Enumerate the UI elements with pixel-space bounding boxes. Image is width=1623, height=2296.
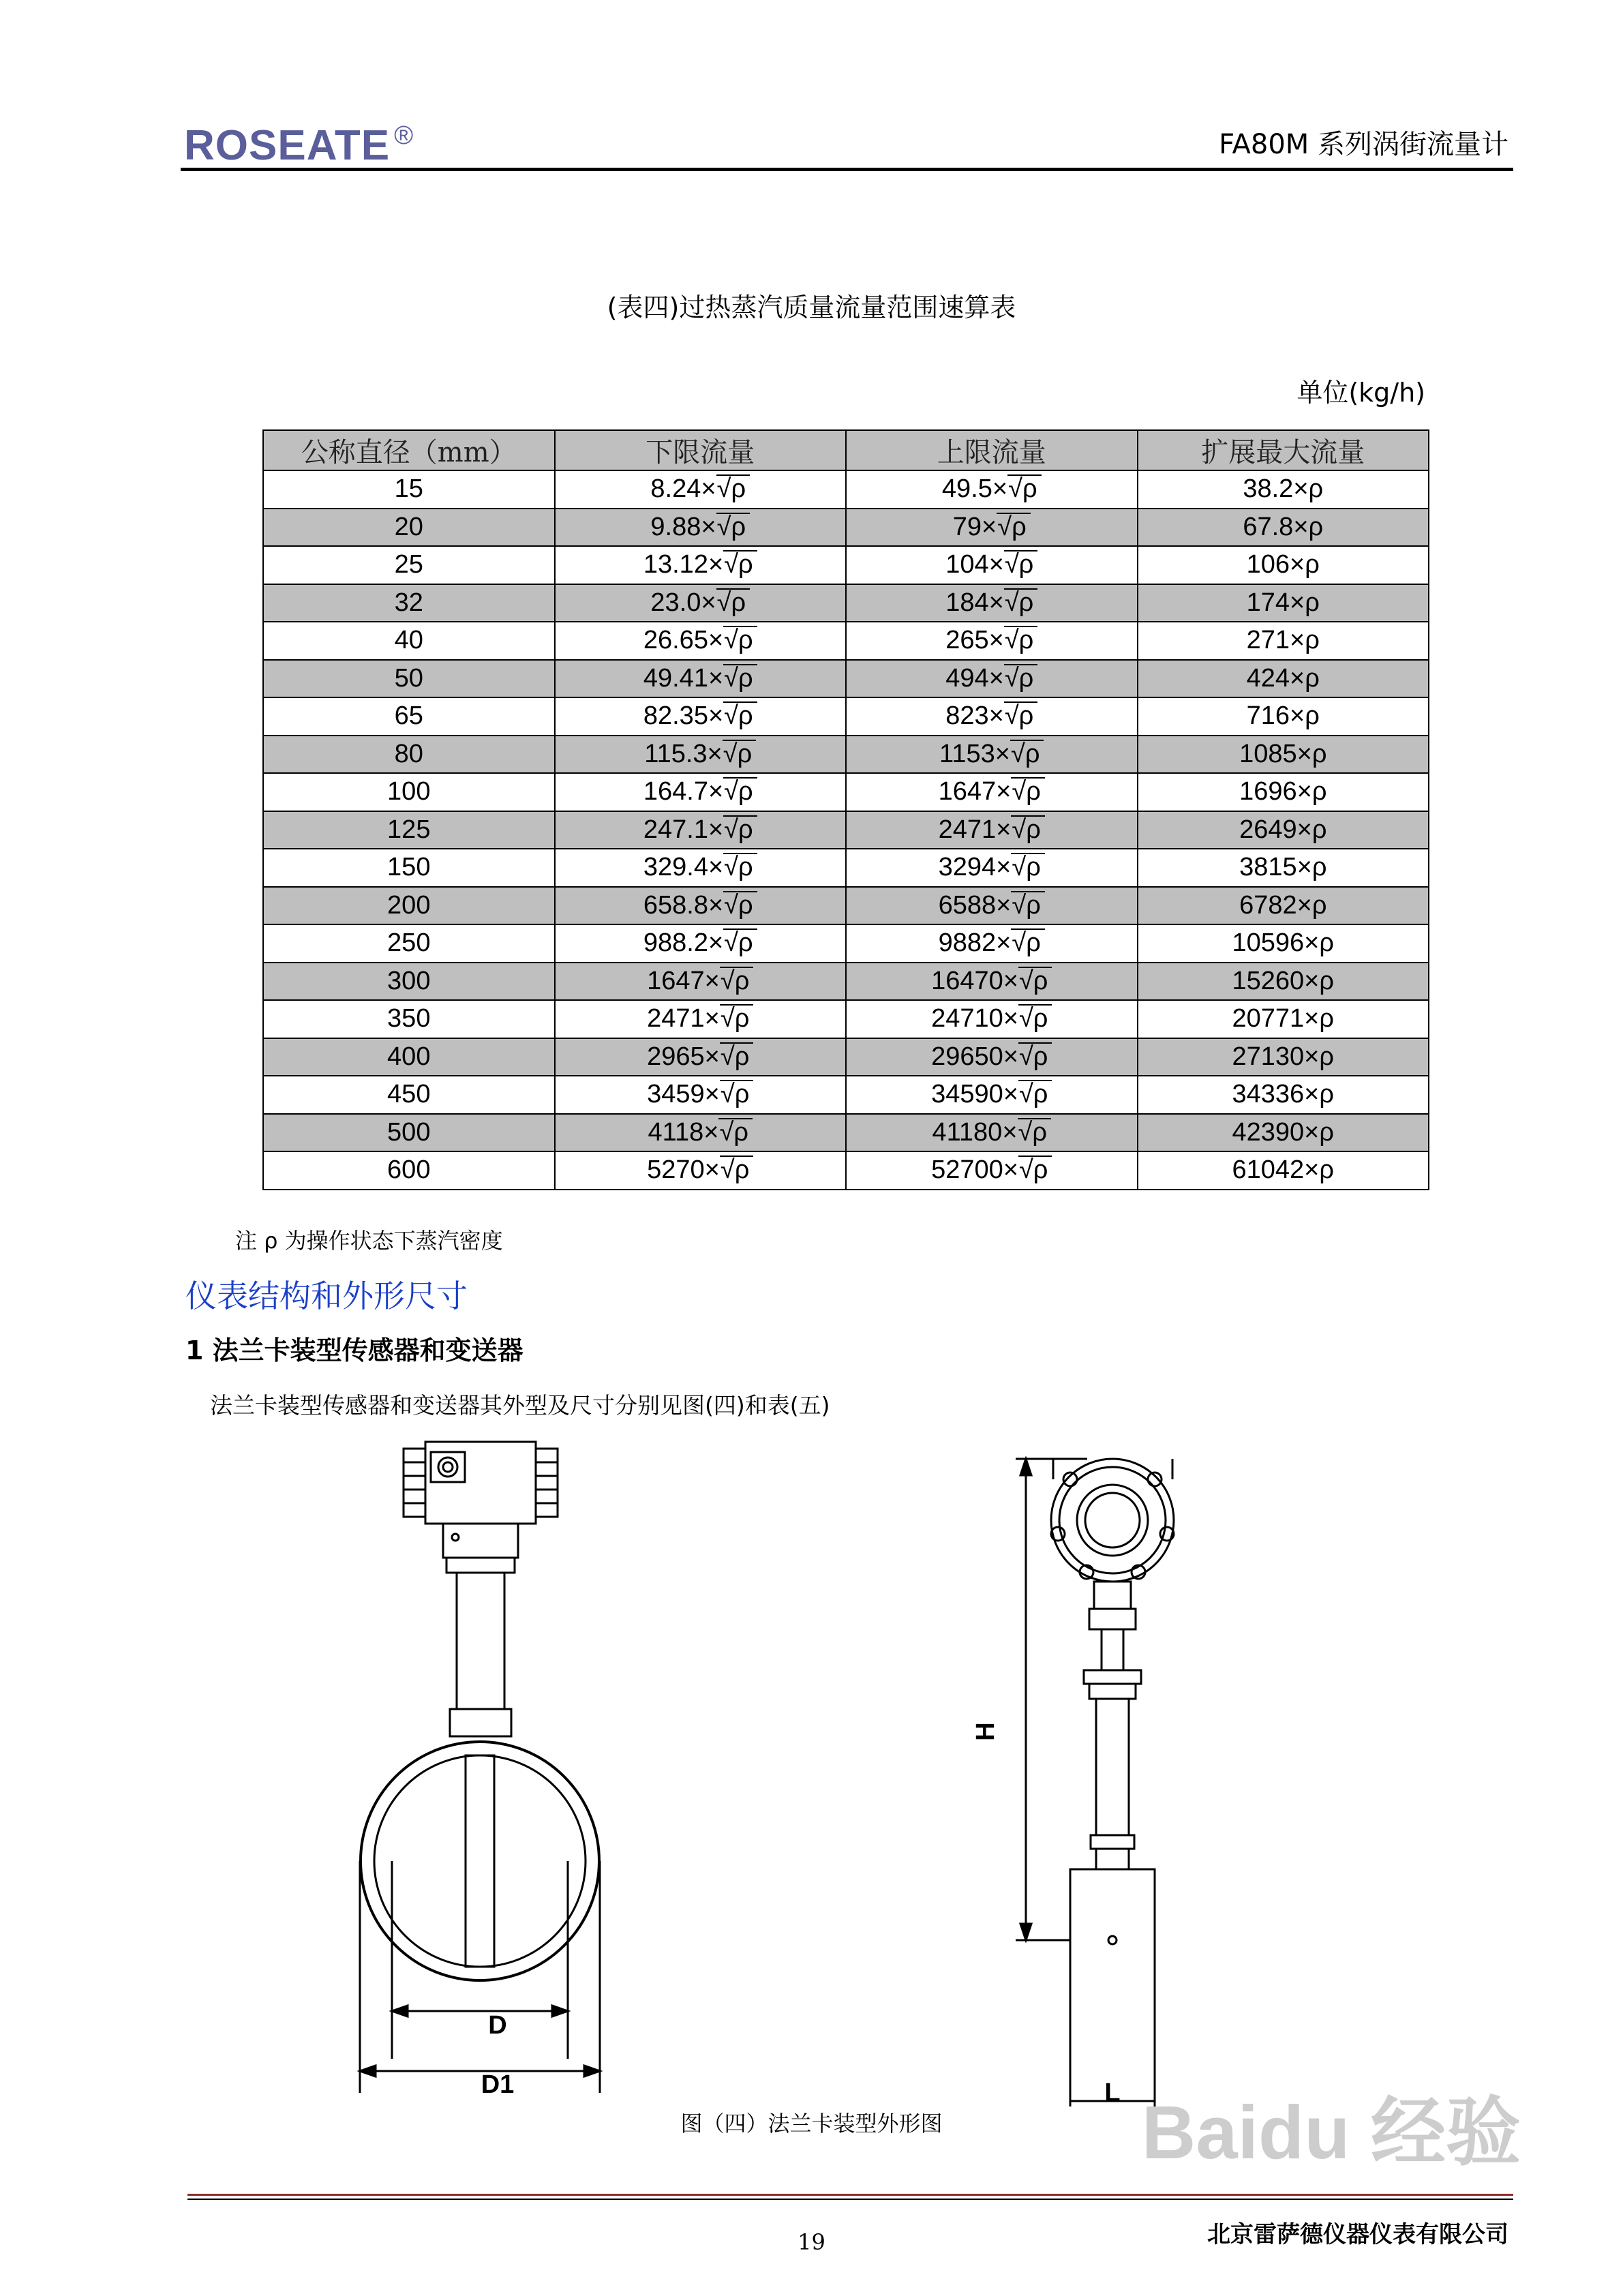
sqrt-rho-symbol: √ρ bbox=[723, 853, 757, 880]
sqrt-rho-symbol: √ρ bbox=[1011, 777, 1044, 804]
table-row bbox=[263, 773, 1429, 811]
rho-symbol: ρ bbox=[1311, 890, 1327, 920]
cell-value: 26.65 bbox=[643, 626, 708, 655]
cell-value: 34590 bbox=[931, 1080, 1003, 1109]
cell-upper-flow bbox=[846, 887, 1138, 925]
times-sign: × bbox=[992, 474, 1008, 504]
sqrt-rho-symbol: √ρ bbox=[1011, 853, 1044, 880]
cell-extended-flow bbox=[1138, 736, 1429, 774]
rho-symbol: ρ bbox=[1319, 1042, 1334, 1071]
cell-value: 823 bbox=[945, 701, 989, 731]
cell-extended-flow bbox=[1138, 887, 1429, 925]
times-sign: × bbox=[1304, 928, 1320, 958]
dimension-label-d1: D1 bbox=[481, 2070, 515, 2099]
flow-range-table bbox=[262, 429, 1429, 1190]
times-sign: × bbox=[988, 626, 1004, 655]
sqrt-rho-symbol: √ρ bbox=[1004, 664, 1037, 691]
table-row bbox=[263, 924, 1429, 963]
side-view-drawing bbox=[1016, 1459, 1174, 2106]
times-sign: × bbox=[704, 1080, 720, 1109]
cell-upper-flow bbox=[846, 963, 1138, 1001]
sqrt-rho-symbol: √ρ bbox=[720, 1080, 753, 1107]
sqrt-rho-symbol: √ρ bbox=[716, 588, 750, 616]
cell-value: 6782 bbox=[1239, 890, 1297, 920]
times-sign: × bbox=[1290, 626, 1305, 655]
cell-dn: 25 bbox=[263, 546, 555, 584]
company-logo: ROSEATE ® bbox=[184, 121, 414, 169]
times-sign: × bbox=[704, 966, 720, 995]
rho-symbol: ρ bbox=[1305, 663, 1320, 693]
cell-extended-flow bbox=[1138, 660, 1429, 698]
times-sign: × bbox=[703, 1117, 719, 1147]
outline-drawings bbox=[0, 1418, 1623, 2106]
cell-dn: 150 bbox=[263, 849, 555, 887]
cell-lower-flow bbox=[555, 736, 847, 774]
cell-value: 184 bbox=[945, 588, 989, 617]
cell-value: 49.5 bbox=[941, 474, 992, 504]
cell-lower-flow bbox=[555, 509, 847, 547]
sqrt-rho-symbol: √ρ bbox=[720, 967, 753, 994]
cell-value: 716 bbox=[1246, 701, 1290, 731]
cell-lower-flow bbox=[555, 470, 847, 509]
cell-value: 10596 bbox=[1232, 928, 1305, 958]
cell-extended-flow bbox=[1138, 1114, 1429, 1152]
cell-value: 82.35 bbox=[643, 701, 708, 731]
sub-heading: 1 法兰卡装型传感器和变送器 bbox=[185, 1335, 524, 1365]
table-row bbox=[263, 546, 1429, 584]
cell-lower-flow bbox=[555, 1114, 847, 1152]
rho-symbol: ρ bbox=[1319, 928, 1334, 958]
cell-value: 104 bbox=[945, 550, 989, 579]
cell-upper-flow bbox=[846, 773, 1138, 811]
cell-extended-flow bbox=[1138, 546, 1429, 584]
cell-value: 3294 bbox=[938, 853, 997, 882]
sqrt-rho-symbol: √ρ bbox=[716, 474, 750, 502]
times-sign: × bbox=[1296, 890, 1312, 920]
times-sign: × bbox=[708, 890, 724, 920]
rho-symbol: ρ bbox=[1305, 588, 1320, 617]
times-sign: × bbox=[995, 739, 1010, 768]
cell-value: 1085 bbox=[1239, 739, 1297, 768]
cell-value: 8.24 bbox=[650, 474, 701, 504]
cell-upper-flow bbox=[846, 1000, 1138, 1038]
times-sign: × bbox=[704, 1042, 720, 1071]
cell-upper-flow bbox=[846, 470, 1138, 509]
cell-upper-flow bbox=[846, 660, 1138, 698]
table-note: 注 ρ 为操作状态下蒸汽密度 bbox=[235, 1228, 503, 1254]
sqrt-rho-symbol: √ρ bbox=[723, 701, 757, 729]
cell-dn: 65 bbox=[263, 697, 555, 736]
times-sign: × bbox=[708, 853, 724, 882]
times-sign: × bbox=[996, 928, 1012, 958]
sqrt-rho-symbol: √ρ bbox=[723, 626, 757, 653]
sqrt-rho-symbol: √ρ bbox=[1004, 588, 1037, 616]
rho-symbol: ρ bbox=[1308, 474, 1324, 504]
cell-dn: 400 bbox=[263, 1038, 555, 1076]
cell-value: 1647 bbox=[938, 777, 997, 806]
times-sign: × bbox=[996, 890, 1012, 920]
sqrt-rho-symbol: √ρ bbox=[723, 664, 757, 691]
front-view-drawing bbox=[360, 1442, 600, 2093]
company-name: 北京雷萨德仪器仪表有限公司 bbox=[1207, 2221, 1508, 2248]
cell-dn: 250 bbox=[263, 924, 555, 963]
cell-value: 24710 bbox=[931, 1004, 1003, 1033]
cell-dn: 500 bbox=[263, 1114, 555, 1152]
cell-extended-flow bbox=[1138, 1000, 1429, 1038]
table-title: (表四)过热蒸汽质量流量范围速算表 bbox=[607, 292, 1016, 322]
cell-value: 16470 bbox=[931, 966, 1003, 995]
cell-upper-flow bbox=[846, 1038, 1138, 1076]
cell-lower-flow bbox=[555, 924, 847, 963]
sqrt-rho-symbol: √ρ bbox=[1018, 1004, 1052, 1031]
times-sign: × bbox=[708, 701, 724, 731]
table-row bbox=[263, 622, 1429, 660]
times-sign: × bbox=[704, 1155, 720, 1185]
sqrt-rho-symbol: √ρ bbox=[1004, 701, 1037, 729]
cell-value: 494 bbox=[945, 663, 989, 693]
times-sign: × bbox=[996, 853, 1012, 882]
sqrt-rho-symbol: √ρ bbox=[720, 1155, 753, 1183]
cell-dn: 40 bbox=[263, 622, 555, 660]
cell-value: 4118 bbox=[648, 1117, 704, 1147]
cell-upper-flow bbox=[846, 1114, 1138, 1152]
rho-symbol: ρ bbox=[1311, 739, 1327, 768]
sqrt-rho-symbol: √ρ bbox=[1018, 1080, 1052, 1107]
baidu-watermark: Baidu 经验 bbox=[1141, 2091, 1521, 2175]
cell-lower-flow bbox=[555, 584, 847, 622]
times-sign: × bbox=[988, 588, 1004, 617]
cell-upper-flow bbox=[846, 924, 1138, 963]
sqrt-rho-symbol: √ρ bbox=[1010, 740, 1044, 767]
cell-value: 20771 bbox=[1232, 1004, 1305, 1033]
sqrt-rho-symbol: √ρ bbox=[1004, 626, 1037, 653]
table-row bbox=[263, 470, 1429, 509]
cell-dn: 20 bbox=[263, 509, 555, 547]
times-sign: × bbox=[988, 701, 1004, 731]
table-row bbox=[263, 1114, 1429, 1152]
cell-upper-flow bbox=[846, 546, 1138, 584]
table-row bbox=[263, 811, 1429, 849]
cell-dn: 50 bbox=[263, 660, 555, 698]
table-row bbox=[263, 1076, 1429, 1114]
column-header-upper: 上限流量 bbox=[846, 430, 1138, 470]
times-sign: × bbox=[1304, 1117, 1320, 1147]
rho-symbol: ρ bbox=[1305, 550, 1320, 579]
cell-dn: 450 bbox=[263, 1076, 555, 1114]
cell-lower-flow bbox=[555, 1000, 847, 1038]
footer-rule bbox=[187, 2194, 1513, 2196]
rho-symbol: ρ bbox=[1319, 1004, 1334, 1033]
cell-value: 106 bbox=[1246, 550, 1290, 579]
rho-symbol: ρ bbox=[1311, 853, 1327, 882]
sqrt-rho-symbol: √ρ bbox=[1018, 1118, 1051, 1145]
table-row bbox=[263, 1038, 1429, 1076]
cell-lower-flow bbox=[555, 1038, 847, 1076]
cell-lower-flow bbox=[555, 963, 847, 1001]
cell-extended-flow bbox=[1138, 509, 1429, 547]
cell-dn: 100 bbox=[263, 773, 555, 811]
sqrt-rho-symbol: √ρ bbox=[1018, 1155, 1052, 1183]
times-sign: × bbox=[1293, 474, 1309, 504]
cell-value: 271 bbox=[1246, 626, 1290, 655]
cell-value: 41180 bbox=[932, 1117, 1003, 1147]
cell-value: 2471 bbox=[647, 1004, 705, 1033]
times-sign: × bbox=[1003, 966, 1018, 995]
times-sign: × bbox=[708, 777, 724, 806]
sqrt-rho-symbol: √ρ bbox=[1018, 1042, 1052, 1070]
cell-lower-flow bbox=[555, 1151, 847, 1190]
dimension-label-l: L bbox=[1104, 2079, 1121, 2106]
cell-value: 2649 bbox=[1239, 815, 1297, 844]
cell-value: 13.12 bbox=[643, 550, 708, 579]
cell-extended-flow bbox=[1138, 697, 1429, 736]
table-row bbox=[263, 1151, 1429, 1190]
cell-dn: 200 bbox=[263, 887, 555, 925]
sqrt-rho-symbol: √ρ bbox=[1011, 928, 1044, 956]
times-sign: × bbox=[701, 512, 716, 541]
sqrt-rho-symbol: √ρ bbox=[1007, 474, 1041, 502]
times-sign: × bbox=[1304, 1004, 1320, 1033]
cell-extended-flow bbox=[1138, 963, 1429, 1001]
cell-value: 34336 bbox=[1232, 1080, 1305, 1109]
table-row bbox=[263, 697, 1429, 736]
sqrt-rho-symbol: √ρ bbox=[723, 740, 756, 767]
column-header-lower: 下限流量 bbox=[555, 430, 847, 470]
cell-extended-flow bbox=[1138, 849, 1429, 887]
cell-value: 988.2 bbox=[643, 928, 708, 958]
cell-value: 67.8 bbox=[1243, 512, 1294, 541]
times-sign: × bbox=[708, 928, 724, 958]
header-rule bbox=[181, 168, 1513, 171]
sqrt-rho-symbol: √ρ bbox=[1011, 891, 1044, 918]
times-sign: × bbox=[708, 626, 724, 655]
times-sign: × bbox=[1003, 1042, 1018, 1071]
times-sign: × bbox=[704, 1004, 720, 1033]
times-sign: × bbox=[701, 474, 716, 504]
cell-lower-flow bbox=[555, 849, 847, 887]
cell-value: 658.8 bbox=[643, 890, 708, 920]
times-sign: × bbox=[1304, 1080, 1320, 1109]
cell-extended-flow bbox=[1138, 811, 1429, 849]
times-sign: × bbox=[1293, 512, 1309, 541]
times-sign: × bbox=[1296, 853, 1312, 882]
cell-value: 52700 bbox=[931, 1155, 1003, 1185]
cell-upper-flow bbox=[846, 849, 1138, 887]
sqrt-rho-symbol: √ρ bbox=[723, 928, 757, 956]
times-sign: × bbox=[1290, 701, 1305, 731]
cell-value: 265 bbox=[945, 626, 989, 655]
cell-lower-flow bbox=[555, 1076, 847, 1114]
rho-symbol: ρ bbox=[1319, 1117, 1334, 1147]
times-sign: × bbox=[707, 739, 723, 768]
cell-value: 1696 bbox=[1239, 777, 1297, 806]
table-row bbox=[263, 660, 1429, 698]
sqrt-rho-symbol: √ρ bbox=[720, 1042, 753, 1070]
section-heading: 仪表结构和外形尺寸 bbox=[185, 1278, 468, 1314]
cell-dn: 32 bbox=[263, 584, 555, 622]
times-sign: × bbox=[996, 815, 1012, 844]
times-sign: × bbox=[988, 663, 1004, 693]
cell-lower-flow bbox=[555, 773, 847, 811]
cell-lower-flow bbox=[555, 546, 847, 584]
cell-value: 5270 bbox=[647, 1155, 705, 1185]
sqrt-rho-symbol: √ρ bbox=[723, 777, 757, 804]
sqrt-rho-symbol: √ρ bbox=[723, 891, 757, 918]
cell-extended-flow bbox=[1138, 584, 1429, 622]
cell-value: 38.2 bbox=[1243, 474, 1294, 504]
times-sign: × bbox=[1304, 1042, 1320, 1071]
cell-value: 1153 bbox=[939, 739, 995, 768]
rho-symbol: ρ bbox=[1305, 701, 1320, 731]
cell-value: 174 bbox=[1246, 588, 1290, 617]
cell-value: 2471 bbox=[938, 815, 997, 844]
times-sign: × bbox=[1304, 966, 1320, 995]
cell-upper-flow bbox=[846, 811, 1138, 849]
rho-symbol: ρ bbox=[1319, 1155, 1334, 1185]
table-row bbox=[263, 736, 1429, 774]
cell-extended-flow bbox=[1138, 1151, 1429, 1190]
sqrt-rho-symbol: √ρ bbox=[716, 513, 750, 540]
cell-dn: 600 bbox=[263, 1151, 555, 1190]
times-sign: × bbox=[1296, 815, 1312, 844]
cell-value: 2965 bbox=[647, 1042, 705, 1071]
cell-extended-flow bbox=[1138, 1076, 1429, 1114]
cell-value: 23.0 bbox=[650, 588, 701, 617]
sqrt-rho-symbol: √ρ bbox=[997, 513, 1030, 540]
times-sign: × bbox=[982, 512, 997, 541]
times-sign: × bbox=[1296, 777, 1312, 806]
cell-value: 247.1 bbox=[643, 815, 708, 844]
cell-upper-flow bbox=[846, 1151, 1138, 1190]
cell-value: 27130 bbox=[1232, 1042, 1305, 1071]
cell-upper-flow bbox=[846, 736, 1138, 774]
times-sign: × bbox=[1304, 1155, 1320, 1185]
times-sign: × bbox=[1290, 550, 1305, 579]
cell-dn: 15 bbox=[263, 470, 555, 509]
cell-extended-flow bbox=[1138, 773, 1429, 811]
cell-value: 15260 bbox=[1232, 966, 1305, 995]
times-sign: × bbox=[1002, 1117, 1018, 1147]
sqrt-rho-symbol: √ρ bbox=[718, 1118, 752, 1145]
times-sign: × bbox=[708, 550, 724, 579]
figure-caption: 图（四）法兰卡装型外形图 bbox=[680, 2111, 943, 2136]
cell-value: 79 bbox=[952, 512, 982, 541]
cell-value: 329.4 bbox=[643, 853, 708, 882]
cell-value: 6588 bbox=[938, 890, 997, 920]
times-sign: × bbox=[988, 550, 1004, 579]
cell-upper-flow bbox=[846, 1076, 1138, 1114]
rho-symbol: ρ bbox=[1308, 512, 1324, 541]
cell-value: 49.41 bbox=[643, 663, 708, 693]
rho-symbol: ρ bbox=[1305, 626, 1320, 655]
table-row bbox=[263, 584, 1429, 622]
column-header-extended: 扩展最大流量 bbox=[1138, 430, 1429, 470]
table-unit: 单位(kg/h) bbox=[1296, 378, 1425, 408]
sqrt-rho-symbol: √ρ bbox=[720, 1004, 753, 1031]
cell-lower-flow bbox=[555, 660, 847, 698]
table-row bbox=[263, 887, 1429, 925]
sqrt-rho-symbol: √ρ bbox=[1011, 815, 1044, 843]
cell-lower-flow bbox=[555, 697, 847, 736]
cell-dn: 350 bbox=[263, 1000, 555, 1038]
cell-value: 61042 bbox=[1232, 1155, 1305, 1185]
cell-lower-flow bbox=[555, 887, 847, 925]
table-row bbox=[263, 849, 1429, 887]
cell-value: 115.3 bbox=[644, 739, 708, 768]
cell-extended-flow bbox=[1138, 924, 1429, 963]
rho-symbol: ρ bbox=[1311, 815, 1327, 844]
times-sign: × bbox=[701, 588, 716, 617]
times-sign: × bbox=[708, 815, 724, 844]
cell-dn: 80 bbox=[263, 736, 555, 774]
cell-value: 164.7 bbox=[643, 777, 708, 806]
cell-dn: 300 bbox=[263, 963, 555, 1001]
section-paragraph: 法兰卡装型传感器和变送器其外型及尺寸分别见图(四)和表(五) bbox=[210, 1392, 830, 1419]
cell-extended-flow bbox=[1138, 1038, 1429, 1076]
times-sign: × bbox=[1003, 1155, 1018, 1185]
page-number: 19 bbox=[798, 2229, 825, 2255]
cell-upper-flow bbox=[846, 622, 1138, 660]
column-header-dn: 公称直径（mm） bbox=[263, 430, 555, 470]
rho-symbol: ρ bbox=[1319, 966, 1334, 995]
cell-value: 424 bbox=[1246, 663, 1290, 693]
footer-rule-secondary bbox=[187, 2199, 1513, 2200]
times-sign: × bbox=[1003, 1080, 1018, 1109]
rho-symbol: ρ bbox=[1319, 1080, 1334, 1109]
cell-value: 9.88 bbox=[650, 512, 701, 541]
times-sign: × bbox=[1296, 739, 1312, 768]
cell-value: 3459 bbox=[647, 1080, 705, 1109]
rho-symbol: ρ bbox=[1311, 777, 1327, 806]
cell-upper-flow bbox=[846, 697, 1138, 736]
cell-value: 42390 bbox=[1232, 1117, 1305, 1147]
times-sign: × bbox=[1290, 588, 1305, 617]
cell-extended-flow bbox=[1138, 470, 1429, 509]
cell-value: 1647 bbox=[647, 966, 705, 995]
cell-value: 9882 bbox=[938, 928, 997, 958]
dimension-label-h: H bbox=[971, 1722, 1000, 1741]
sqrt-rho-symbol: √ρ bbox=[723, 550, 757, 577]
table-header-row bbox=[263, 430, 1429, 470]
dimension-label-d: D bbox=[488, 2011, 507, 2040]
sqrt-rho-symbol: √ρ bbox=[1004, 550, 1037, 577]
cell-lower-flow bbox=[555, 622, 847, 660]
cell-upper-flow bbox=[846, 584, 1138, 622]
times-sign: × bbox=[996, 777, 1012, 806]
table-row bbox=[263, 509, 1429, 547]
cell-value: 3815 bbox=[1239, 853, 1297, 882]
sqrt-rho-symbol: √ρ bbox=[1018, 967, 1052, 994]
table-row bbox=[263, 963, 1429, 1001]
table-row bbox=[263, 1000, 1429, 1038]
cell-value: 29650 bbox=[931, 1042, 1003, 1071]
sqrt-rho-symbol: √ρ bbox=[723, 815, 757, 843]
document-title: FA80M 系列涡街流量计 bbox=[1219, 129, 1508, 160]
cell-dn: 125 bbox=[263, 811, 555, 849]
times-sign: × bbox=[708, 663, 724, 693]
cell-extended-flow bbox=[1138, 622, 1429, 660]
cell-upper-flow bbox=[846, 509, 1138, 547]
cell-lower-flow bbox=[555, 811, 847, 849]
times-sign: × bbox=[1290, 663, 1305, 693]
times-sign: × bbox=[1003, 1004, 1018, 1033]
